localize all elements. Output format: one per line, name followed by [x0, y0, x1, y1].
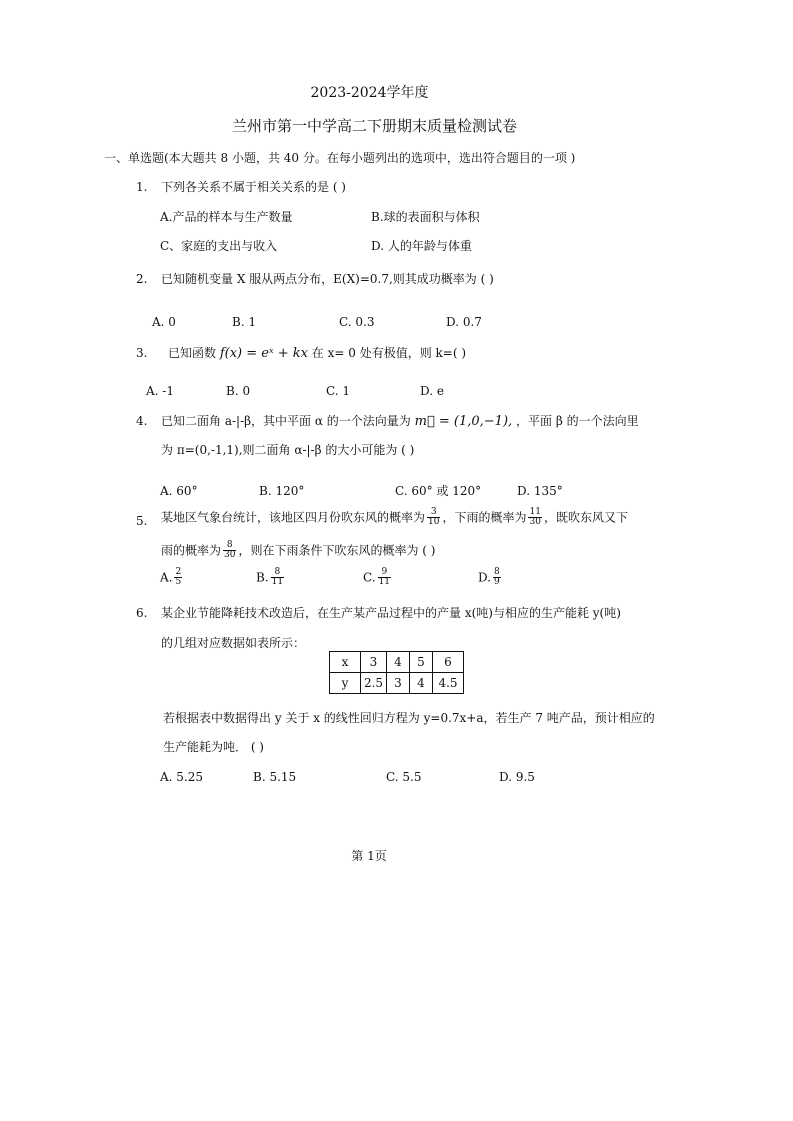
q6-option-d: D. 9.5: [499, 770, 535, 784]
q4-option-a: A. 60°: [160, 484, 198, 498]
q5-fraction-both: [223, 541, 236, 561]
q5-text-3: ，既吹东风又下: [543, 510, 628, 525]
table-cell: 5: [410, 652, 433, 673]
q5-fraction-east-wind: [427, 508, 440, 528]
page-number: 第 1页: [351, 849, 387, 863]
q1-option-d: D. 人的年龄与体重: [371, 239, 472, 253]
option-letter: B.: [256, 570, 269, 585]
denominator: 30: [224, 550, 236, 561]
option-letter: D.: [478, 570, 492, 585]
option-letter: A.: [160, 570, 173, 585]
q6-option-a: A. 5.25: [160, 770, 204, 784]
q5-option-d: [478, 568, 503, 588]
q6-line4: 生产能耗为吨． ( ): [163, 740, 264, 754]
q4-line2: 为 π=(0,-1,1),则二面角 α-|-β 的大小可能为 ( ): [161, 443, 415, 457]
q6-line1: 某企业节能降耗技术改造后，在生产某产品过程中的产量 x(吨)与相应的生产能耗 y(吨): [161, 606, 621, 620]
q5-text-4: 雨的概率为: [161, 543, 222, 558]
q5-line1: [161, 508, 628, 528]
q2-number: 2.: [136, 272, 148, 286]
exam-year: 2023-2024学年度: [310, 85, 429, 101]
q6-line3: 若根据表中数据得出 y 关于 x 的线性回归方程为 y=0.7x+a，若生产 7 吨产品，预计相应的: [163, 711, 655, 725]
q4-line1: [161, 415, 639, 428]
table-row: [330, 652, 464, 673]
q4-option-c: C. 60° 或 120°: [395, 484, 482, 498]
q5-text-1: 某地区气象台统计，该地区四月份吹东风的概率为: [161, 510, 426, 525]
q4-normal-vector: m⃗ = (1,0,−1),: [414, 414, 513, 429]
q5-text-2: ，下雨的概率为: [442, 510, 527, 525]
q6-line2: 的几组对应数据如表所示：: [161, 636, 306, 650]
option-fraction: [378, 568, 391, 588]
numerator: 9: [378, 568, 391, 578]
q2-option-d: D. 0.7: [446, 315, 482, 329]
q4-option-b: B. 120°: [259, 484, 305, 498]
q3-option-d: D. e: [420, 384, 444, 398]
section-heading: 一、单选题(本大题共 8 小题，共 40 分。在每小题列出的选项中，选出符合题目的一项 ): [104, 151, 576, 165]
q6-number: 6.: [136, 606, 148, 620]
q4-line1-tail: ，平面 β 的一个法向里: [516, 414, 639, 428]
q3-option-b: B. 0: [226, 384, 251, 398]
numerator: 8: [223, 541, 236, 551]
q5-option-a: [160, 568, 184, 588]
q4-number: 4.: [136, 414, 148, 428]
numerator: 2: [175, 567, 182, 577]
q4-line1-text: 已知二面角 a-|-β，其中平面 α 的一个法向量为: [161, 414, 411, 428]
q3-option-a: A. -1: [146, 384, 174, 398]
q1-option-c: C、家庭的支出与收入: [160, 239, 278, 253]
numerator: 8: [494, 567, 500, 577]
table-cell: x: [330, 652, 361, 673]
q3-number: 3.: [136, 346, 148, 360]
q6-option-b: B. 5.15: [253, 770, 297, 784]
option-letter: C.: [363, 570, 376, 585]
numerator: 11: [529, 507, 541, 517]
q3-stem: [168, 347, 466, 360]
q3-stem-post: 在 x= 0 处有极值，则 k=( ): [311, 346, 467, 360]
q5-option-b: [256, 568, 286, 588]
q5-option-c: [363, 568, 393, 588]
q1-option-a: A.产品的样本与生产数量: [160, 210, 293, 224]
q1-option-b: B.球的表面积与体积: [371, 210, 480, 224]
table-cell: 4.5: [433, 673, 464, 694]
numerator: 3: [427, 508, 440, 518]
q2-option-b: B. 1: [232, 315, 257, 329]
denominator: 5: [175, 577, 182, 588]
denominator: 11: [271, 577, 284, 588]
q3-option-c: C. 1: [326, 384, 351, 398]
q2-option-a: A. 0: [152, 315, 176, 329]
numerator: 8: [271, 568, 284, 578]
q5-fraction-rain: [528, 508, 541, 528]
q5-number: 5.: [136, 514, 148, 528]
table-row: [330, 673, 464, 694]
table-cell: 4: [387, 652, 410, 673]
table-cell: 4: [410, 673, 433, 694]
q2-stem: 已知随机变量 X 服从两点分布，E(X)=0.7,则其成功概率为 ( ): [161, 272, 494, 286]
table-cell: 3: [387, 673, 410, 694]
option-fraction: [271, 568, 284, 588]
exam-title: 兰州市第一中学高二下册期末质量检测试卷: [231, 117, 517, 135]
q1-stem: 下列各关系不属于相关关系的是 ( ): [161, 180, 346, 194]
denominator: 30: [529, 517, 541, 528]
q2-option-c: C. 0.3: [339, 315, 375, 329]
q3-function: f(x) = eˣ + kx: [219, 346, 308, 361]
q4-option-d: D. 135°: [517, 484, 563, 498]
denominator: 9: [494, 577, 500, 588]
q5-text-5: ，则在下雨条件下吹东风的概率为 ( ): [238, 543, 436, 558]
table-cell: 3: [361, 652, 387, 673]
option-fraction: [493, 568, 501, 588]
denominator: 10: [428, 517, 440, 528]
table-cell: y: [330, 673, 361, 694]
denominator: 11: [378, 577, 391, 588]
q1-number: 1.: [136, 180, 148, 194]
option-fraction: [174, 568, 182, 588]
q3-stem-pre: 已知函数: [168, 346, 217, 360]
table-cell: 2.5: [361, 673, 387, 694]
q6-option-c: C. 5.5: [386, 770, 422, 784]
q5-line2: [161, 541, 435, 561]
table-cell: 6: [433, 652, 464, 673]
q6-data-table: [329, 651, 464, 694]
